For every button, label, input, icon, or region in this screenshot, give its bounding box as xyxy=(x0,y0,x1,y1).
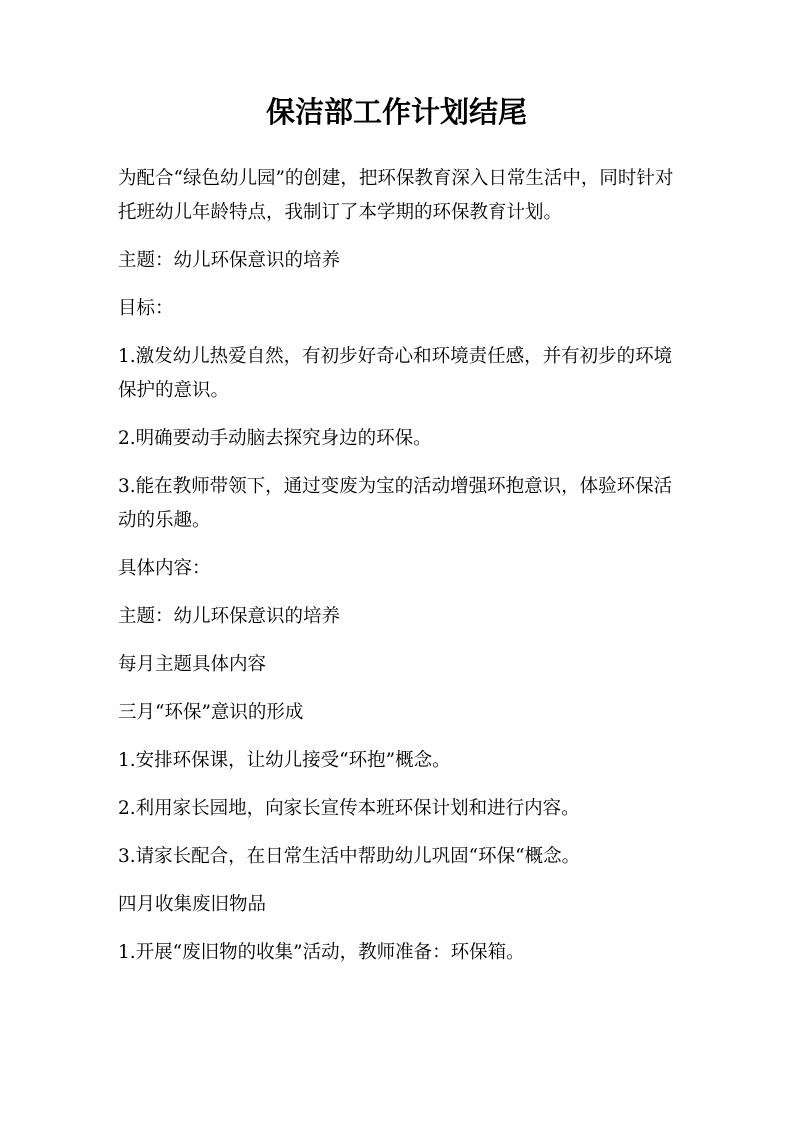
paragraph-intro: 为配合“绿色幼儿园”的创建，把环保教育深入日常生活中，同时针对托班幼儿年龄特点，我制订了本学期的环保教育计划。 xyxy=(118,168,674,223)
paragraph-theme: 主题：幼儿环保意识的培养 xyxy=(118,250,341,271)
document-title: 保洁部工作计划结尾 xyxy=(265,95,527,129)
paragraph-goals-heading: 目标： xyxy=(118,298,174,319)
paragraph-march-heading: 三月“环保”意识的形成 xyxy=(118,702,304,723)
paragraph-content-heading: 具体内容： xyxy=(118,558,211,579)
paragraph-goal-3: 3.能在教师带领下，通过变废为宝的活动增强环抱意识，体验环保活动的乐趣。 xyxy=(118,476,673,531)
paragraph-goal-2: 2.明确要动手动脑去探究身边的环保。 xyxy=(118,428,432,449)
paragraph-march-item-3: 3.请家长配合，在日常生活中帮助幼儿巩固“环保“概念。 xyxy=(118,846,581,867)
paragraph-april-item-1: 1.开展“废旧物的收集”活动，教师准备：环保箱。 xyxy=(118,942,525,963)
paragraph-april-heading: 四月收集废旧物品 xyxy=(118,894,267,915)
paragraph-theme-repeat: 主题：幼儿环保意识的培养 xyxy=(118,606,341,627)
paragraph-march-item-1: 1.安排环保课，让幼儿接受“环抱”概念。 xyxy=(118,750,451,771)
paragraph-goal-1: 1.激发幼儿热爱自然，有初步好奇心和环境责任感，并有初步的环境保护的意识。 xyxy=(118,346,673,401)
document-body xyxy=(118,162,680,984)
paragraph-monthly-heading: 每月主题具体内容 xyxy=(118,654,267,675)
paragraph-march-item-2: 2.利用家长园地，向家长宣传本班环保计划和进行内容。 xyxy=(118,798,580,819)
